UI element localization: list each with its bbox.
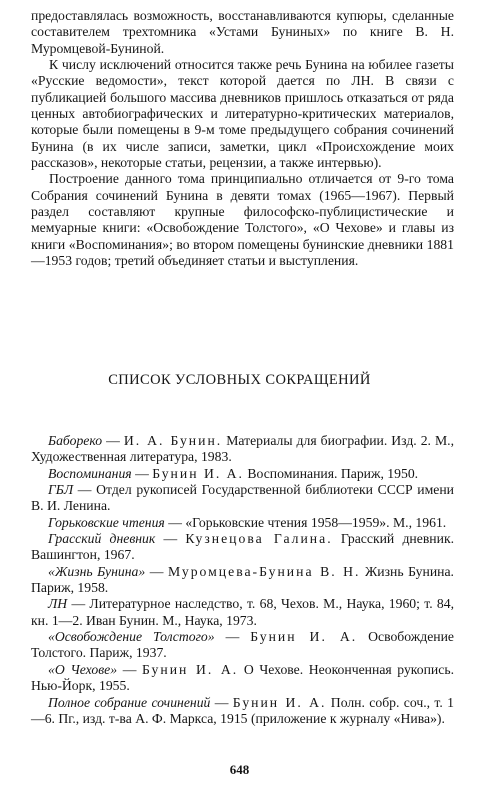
abbreviation-author: Бунин И. А. [232, 694, 327, 710]
abbreviation-separator: — [145, 563, 169, 579]
abbreviation-entry [31, 515, 454, 531]
abbreviation-description: Полн. собр. соч., т. 1—6. Пг., изд. т-ва А. Ф. Маркса, 1915 (приложение к журналу «Нива»). [31, 694, 454, 726]
abbreviation-description: Отдел рукописей Государственной библиотеки СССР имени В. И. Ленина. [31, 482, 455, 514]
abbreviation-entry [31, 564, 454, 597]
paragraph-3: Построение данного тома принципиально отличается от 9-го тома Собрания сочинений Бунина в девяти томах (1965—1967). Первый раздел составляют крупные философско-публицистические и мемуарные книги: «Освобождение Толстого», «О Чехове» и главы из книги «Воспоминания»; во втором помещены бунинские дневники 1881—1953 годов; третий объединяет статьи и выступления. [31, 171, 454, 269]
paragraph-1: предоставлялась возможность, восстанавливаются купюры, сделанные составителем трехтомника «Устами Буниных» по книге В. Н. Муромцевой-Буниной. [31, 8, 454, 56]
abbreviation-entry [31, 662, 454, 695]
abbreviation-separator: — [155, 531, 186, 547]
abbreviations-list [31, 433, 454, 727]
paragraph-2: К числу исключений относится также речь Бунина на юбилее газеты «Русские ведомости», текст которой дается по ЛН. В связи с публикацией большого массива дневников пришлось отказаться от ряда ценных автобиографических и литературно-критических материалов, которые были помещены в 9-м томе предыдущего собрания сочинений Бунина (в их числе записи, заметки, цикл «Происхождение моих рассказов», некоторые статьи, рецензии, а также интервью). [31, 57, 454, 171]
abbreviation-term: «Жизнь Бунина» [48, 563, 146, 579]
abbreviation-term: «О Чехове» [48, 661, 118, 677]
abbreviation-author: Бунин И. А. [152, 465, 244, 481]
abbreviation-term: ЛН [48, 596, 68, 612]
abbreviation-author: И. А. Бунин. [123, 433, 223, 448]
abbreviation-entry [31, 596, 454, 629]
abbreviation-description: О Чехове. Неоконченная рукопись. Нью-Йорк, 1955. [31, 661, 454, 694]
abbreviation-description: Литературное наследство, т. 68, Чехов. М., Наука, 1960; т. 84, кн. 1—2. Иван Бунин. М., Наука, 1973. [31, 596, 455, 628]
abbreviation-separator: — [164, 514, 186, 530]
abbreviation-entry [31, 629, 454, 662]
abbreviation-term: Бабореко [48, 433, 103, 448]
abbreviation-term: Горьковские чтения [48, 514, 165, 530]
abbreviation-entry [31, 466, 454, 482]
abbreviation-description: Воспоминания. Париж, 1950. [243, 465, 419, 481]
page-number: 648 [229, 762, 250, 777]
abbreviation-entry [31, 531, 454, 564]
abbreviation-term: Полное собрание сочинений [48, 694, 211, 710]
abbreviation-separator: — [73, 482, 97, 498]
abbreviation-entry [31, 482, 454, 515]
abbreviation-author: Бунин И. А. [142, 661, 239, 677]
abbreviation-separator: — [67, 596, 90, 612]
body-text [31, 8, 454, 270]
abbreviation-term: Воспоминания [48, 465, 132, 481]
abbreviation-description: Материалы для биографии. Изд. 2. М., Художественная литература, 1983. [31, 433, 454, 465]
abbreviation-term: «Освобождение Толстого» [48, 629, 215, 645]
abbreviation-entry [31, 695, 454, 728]
abbreviation-separator: — [214, 629, 251, 645]
abbreviation-description: «Горьковские чтения 1958—1959». М., 1961. [185, 514, 447, 530]
abbreviation-separator: — [117, 661, 143, 677]
abbreviation-separator: — [131, 465, 153, 481]
abbreviation-term: Грасский дневник [48, 531, 156, 547]
abbreviation-description: Грасский дневник. Вашингтон, 1967. [31, 531, 455, 563]
abbreviation-description: Жизнь Бунина. Париж, 1958. [31, 563, 454, 596]
abbreviation-author: Бунин И. А. [250, 629, 358, 645]
abbreviation-author: Кузнецова Галина. [185, 531, 333, 547]
abbreviation-separator: — [210, 694, 233, 710]
abbreviation-term: ГБЛ [48, 482, 74, 498]
abbreviation-description: Освобождение Толстого. Париж, 1937. [31, 629, 454, 661]
abbreviation-author: Муромцева-Бунина В. Н. [168, 563, 361, 579]
abbreviation-entry [31, 433, 454, 466]
section-heading: СПИСОК УСЛОВНЫХ СОКРАЩЕНИЙ [108, 372, 371, 388]
abbreviation-separator: — [102, 433, 124, 448]
